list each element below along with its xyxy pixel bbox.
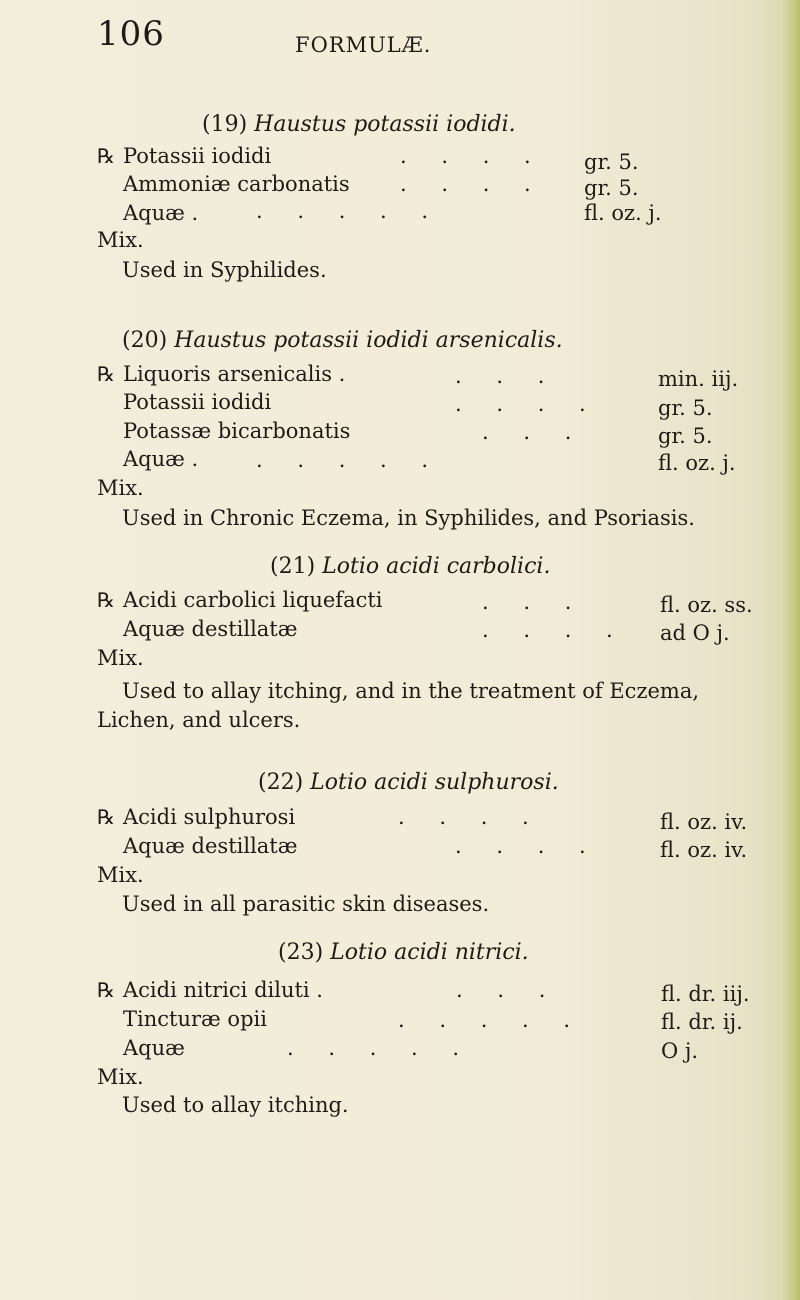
- ingredient-name: Potassæ bicarbonatis: [123, 419, 351, 443]
- ingredient-quantity: fl. oz. j.: [658, 451, 736, 475]
- ingredient-name: Aquæ .: [123, 447, 199, 471]
- leader-dots: . . . .: [455, 834, 600, 858]
- ingredient-quantity: fl. oz. iv.: [660, 810, 748, 834]
- ingredient-line: [97, 588, 383, 612]
- ingredient-name: Potassii iodidi: [123, 144, 272, 168]
- ingredient-name: Ammoniæ carbonatis: [123, 172, 350, 196]
- ingredient-name: Acidi carbolici liquefacti: [123, 588, 383, 612]
- ingredient-quantity: fl. dr. ij.: [661, 1010, 743, 1034]
- ingredient-name: Aquæ: [123, 1036, 185, 1060]
- leader-dots: . . .: [455, 364, 559, 388]
- ingredient-name: Potassii iodidi: [123, 390, 272, 414]
- mix-instruction: Mix.: [97, 863, 144, 887]
- mix-instruction: Mix.: [97, 228, 144, 252]
- recipe-symbol: ℞: [97, 805, 115, 829]
- formula-name: Haustus potassii iodidi.: [254, 112, 516, 137]
- page-edge: [782, 0, 800, 1300]
- formula-name: Haustus potassii iodidi arsenicalis.: [174, 328, 563, 353]
- ingredient-quantity: fl. oz. ss.: [660, 593, 753, 617]
- ingredient-quantity: O j.: [661, 1039, 699, 1063]
- ingredient-quantity: min. iij.: [658, 367, 739, 391]
- formula-heading: [278, 940, 529, 965]
- formula-number: (23): [278, 940, 324, 965]
- leader-dots: . . . .: [482, 618, 627, 642]
- recipe-symbol: ℞: [97, 362, 115, 386]
- formula-name: Lotio acidi sulphurosi.: [310, 770, 559, 795]
- ingredient-quantity: gr. 5.: [584, 176, 639, 200]
- mix-instruction: Mix.: [97, 1065, 144, 1089]
- formula-number: (22): [258, 770, 304, 795]
- formula-number: (21): [270, 554, 316, 579]
- ingredient-name: Tincturæ opii: [123, 1007, 267, 1031]
- ingredient-name: Aquæ .: [123, 201, 199, 225]
- ingredient-name: Liquoris arsenicalis .: [123, 362, 346, 386]
- ingredient-quantity: gr. 5.: [584, 150, 639, 174]
- recipe-symbol: ℞: [97, 588, 115, 612]
- leader-dots: . . . .: [455, 392, 600, 416]
- leader-dots: . . .: [482, 420, 586, 444]
- usage-note: Used in all parasitic skin diseases.: [122, 892, 490, 916]
- page-number: 106: [97, 14, 165, 54]
- ingredient-quantity: fl. oz. j.: [584, 201, 662, 225]
- ingredient-quantity: fl. oz. iv.: [660, 838, 748, 862]
- ingredient-quantity: gr. 5.: [658, 396, 713, 420]
- ingredient-line: [97, 144, 271, 168]
- ingredient-name: Aquæ destillatæ: [123, 834, 298, 858]
- leader-dots: . . . .: [398, 805, 543, 829]
- mix-instruction: Mix.: [97, 476, 144, 500]
- formula-number: (19): [202, 112, 248, 137]
- formula-heading: [270, 554, 550, 579]
- recipe-symbol: ℞: [97, 144, 115, 168]
- ingredient-quantity: fl. dr. iij.: [661, 982, 750, 1006]
- ingredient-name: Acidi nitrici diluti .: [123, 978, 323, 1002]
- leader-dots: . . . .: [400, 144, 545, 168]
- mix-instruction: Mix.: [97, 646, 144, 670]
- formula-heading: [122, 328, 563, 353]
- ingredient-line: [97, 978, 323, 1002]
- usage-note: Used in Syphilides.: [122, 258, 327, 282]
- formula-heading: [202, 112, 516, 137]
- recipe-symbol: ℞: [97, 978, 115, 1002]
- leader-dots: . . . . .: [256, 448, 443, 472]
- ingredient-name: Aquæ destillatæ: [123, 617, 298, 641]
- leader-dots: . . . . .: [256, 199, 443, 223]
- usage-note: Used to allay itching.: [122, 1093, 349, 1117]
- ingredient-quantity: gr. 5.: [658, 424, 713, 448]
- formula-name: Lotio acidi nitrici.: [330, 940, 529, 965]
- usage-note: Used in Chronic Eczema, in Syphilides, and Psoriasis.: [122, 506, 695, 530]
- leader-dots: . . . .: [400, 172, 545, 196]
- leader-dots: . . . . .: [287, 1036, 474, 1060]
- formula-name: Lotio acidi carbolici.: [322, 554, 551, 579]
- usage-note-line2: Lichen, and ulcers.: [97, 708, 301, 732]
- usage-note-line1: Used to allay itching, and in the treatment of Eczema,: [122, 679, 700, 703]
- ingredient-quantity: ad O j.: [660, 621, 730, 645]
- leader-dots: . . .: [482, 590, 586, 614]
- formula-heading: [258, 770, 559, 795]
- ingredient-line: [97, 362, 345, 386]
- ingredient-name: Acidi sulphurosi: [123, 805, 296, 829]
- leader-dots: . . .: [456, 978, 560, 1002]
- leader-dots: . . . . .: [398, 1008, 585, 1032]
- ingredient-line: [97, 805, 295, 829]
- formula-number: (20): [122, 328, 168, 353]
- running-title: FORMULÆ.: [295, 33, 432, 57]
